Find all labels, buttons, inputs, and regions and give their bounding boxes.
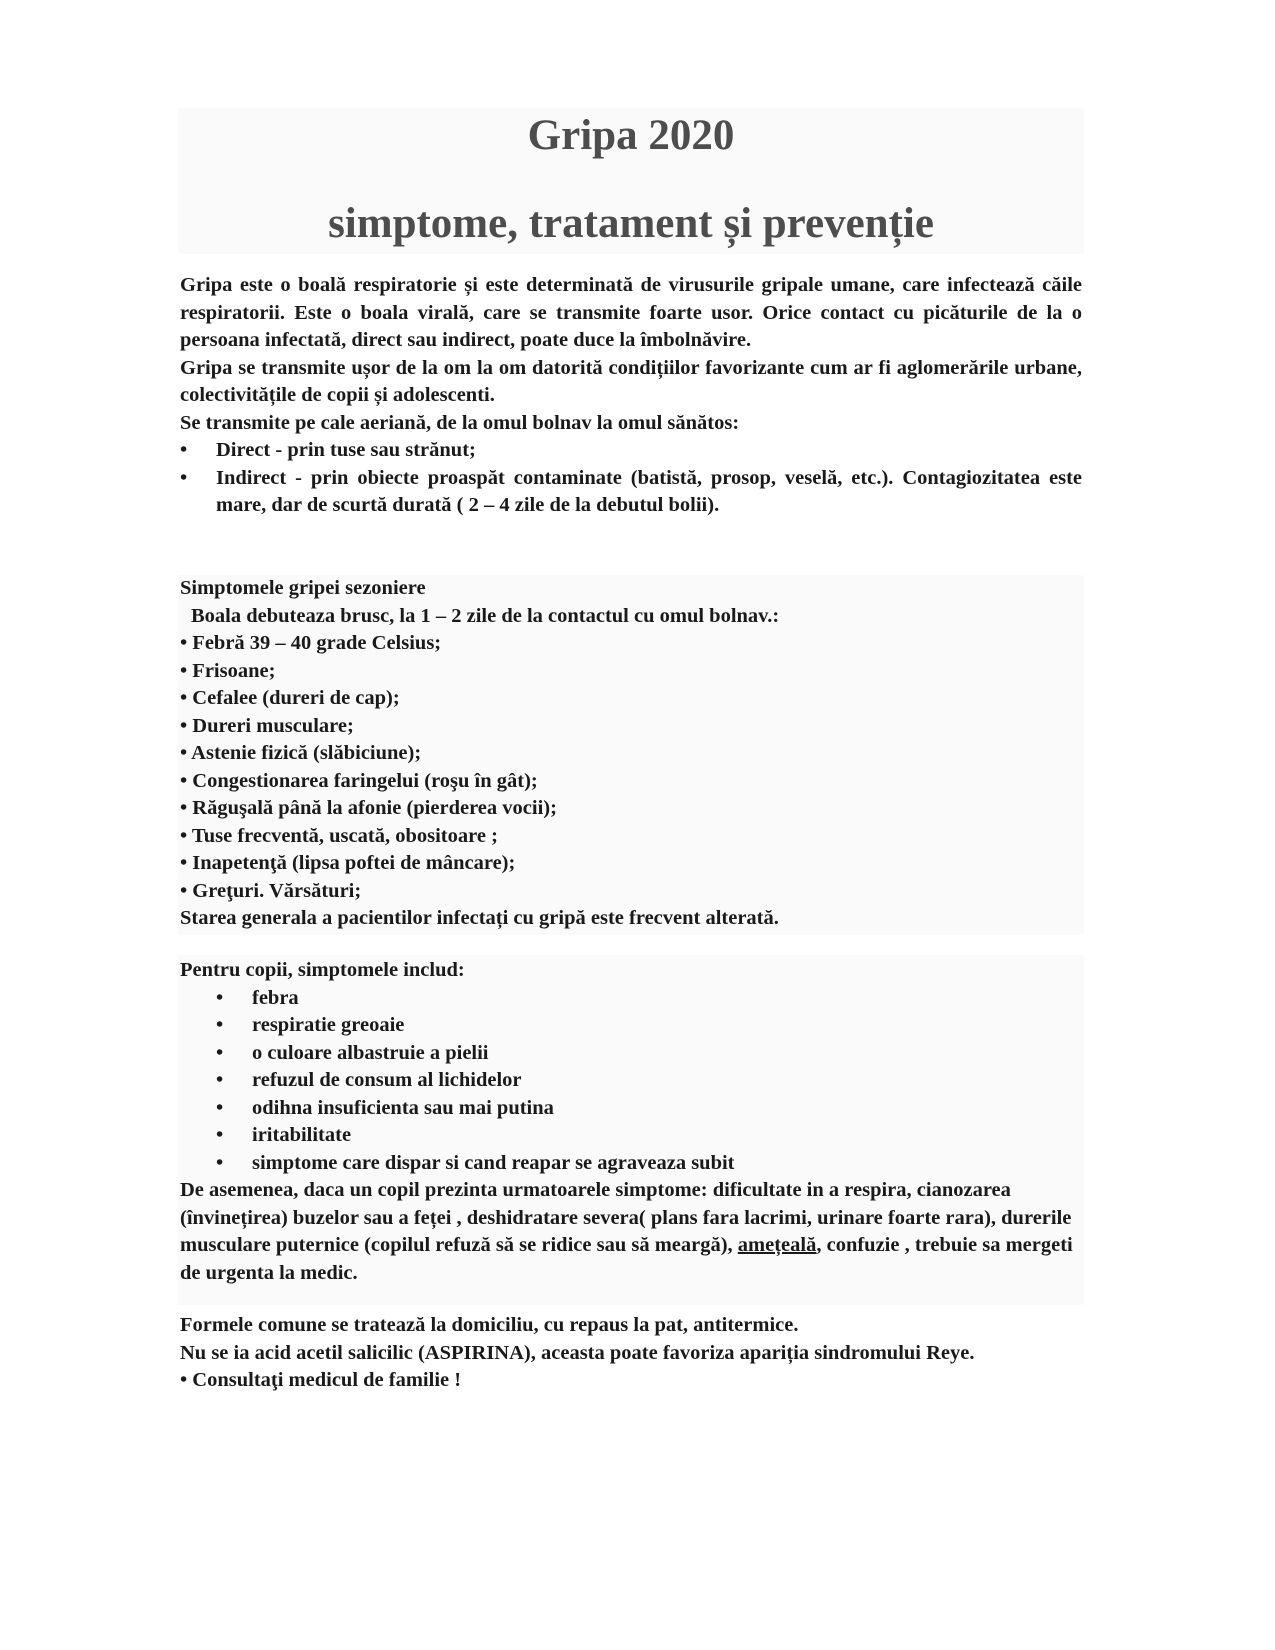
children-symptom-item [180, 1150, 1082, 1178]
bullet-icon: • [180, 466, 188, 489]
treatment-line-3: • Consultaţi medicul de familie ! [180, 1369, 462, 1391]
bullet-icon: • [216, 1069, 224, 1091]
symptom-item: • Frisoane; [180, 659, 276, 682]
bullet-text: odihna insuficienta sau mai putina [252, 1096, 554, 1119]
children-symptom-item [180, 1067, 1082, 1095]
intro-paragraph-1: Gripa este o boală respiratorie și este determinată de virusurile gripale umane, care infectează căile respiratorii. Este o boala virală, care se transmite foarte usor. Orice contact cu picăturile de la o persoana infectată, direct sau indirect, poate duce la îmbolnăvire. [180, 274, 1082, 351]
treatment-line-2: Nu se ia acid acetil salicilic (ASPIRINA), aceasta poate favoriza apariția sindromului Reye. [180, 1341, 975, 1364]
symptom-item: • Febră 39 – 40 grade Celsius; [180, 632, 442, 654]
bullet-icon: • [216, 1151, 224, 1174]
bullet-icon: • [180, 439, 188, 461]
symptom-item: • Dureri musculare; [180, 714, 354, 737]
children-symptom-item [180, 985, 1082, 1013]
warning-text-end: , confuzie , trebuie sa mergeti de urgenta la medic. [180, 1234, 1073, 1284]
children-symptom-item [180, 1095, 1082, 1123]
document-title: Gripa 2020 [527, 112, 735, 159]
symptom-item: • Greţuri. Vărsături; [180, 879, 362, 902]
intro-section [180, 272, 1082, 520]
treatment-section [180, 1312, 1082, 1395]
bullet-icon: • [216, 1014, 224, 1036]
bullet-text: refuzul de consum al lichidelor [252, 1069, 522, 1091]
bullet-text: febra [252, 986, 299, 1009]
symptom-item: • Cefalee (dureri de cap); [180, 687, 400, 709]
children-symptom-item [180, 1040, 1082, 1068]
children-symptom-item [180, 1012, 1082, 1040]
bullet-text: iritabilitate [252, 1124, 352, 1146]
treatment-line-1: Formele comune se tratează la domiciliu, cu repaus la pat, antitermice. [180, 1314, 799, 1336]
transmission-bullet-indirect [180, 465, 1082, 520]
warning-underlined-word: amețeală [737, 1234, 817, 1256]
children-symptoms-section [180, 957, 1082, 1287]
intro-paragraph-2: Gripa se transmite ușor de la om la om datorită condițiilor favorizante cum ar fi aglomerările urbane, colectivitățile de copii și adolescenti. [180, 356, 1082, 406]
symptoms-conclusion: Starea generala a pacientilor infectați cu gripă este frecvent alterată. [180, 907, 779, 929]
bullet-text: simptome care dispar si cand reapar se agraveaza subit [252, 1151, 735, 1174]
children-symptom-item [180, 1122, 1082, 1150]
bullet-text: Direct - prin tuse sau strănut; [216, 439, 476, 461]
document-subtitle: simptome, tratament și prevenție [328, 200, 934, 247]
intro-paragraph-3: Se transmite pe cale aeriană, de la omul bolnav la omul sănătos: [180, 411, 740, 434]
symptom-item: • Astenie fizică (slăbiciune); [180, 742, 422, 764]
symptom-item: • Congestionarea faringelui (roşu în gât); [180, 769, 538, 792]
bullet-icon: • [216, 1096, 224, 1119]
children-symptoms-heading: Pentru copii, simptomele includ: [180, 959, 465, 981]
bullet-icon: • [216, 1124, 224, 1146]
seasonal-symptoms-section [180, 575, 1082, 933]
symptom-item: • Răguşală până la afonie (pierderea vocii); [180, 797, 557, 819]
transmission-bullet-direct [180, 437, 1082, 465]
symptom-item: • Inapetenţă (lipsa poftei de mâncare); [180, 852, 516, 874]
symptom-item: • Tuse frecventă, uscată, obositoare ; [180, 824, 498, 847]
bullet-text: respiratie greoaie [252, 1014, 405, 1036]
onset-text: Boala debuteaza brusc, la 1 – 2 zile de la contactul cu omul bolnav.: [191, 604, 780, 627]
bullet-icon: • [216, 1041, 224, 1064]
bullet-icon: • [216, 986, 224, 1009]
children-warning-paragraph [180, 1177, 1082, 1287]
seasonal-symptoms-heading: Simptomele gripei sezoniere [180, 577, 426, 599]
bullet-text: o culoare albastruie a pielii [252, 1041, 489, 1064]
warning-text: De asemenea, daca un copil prezinta urmatoarele simptome: dificultate in a respira, cianozarea (învinețirea) buzelor sau a feței , deshidratare severa( plans fara lacrimi, urinare foarte rara), durerile musculare puternice (copilul refuză să se ridice sau să meargă), [180, 1179, 1072, 1256]
bullet-text: Indirect - prin obiecte proaspăt contaminate (batistă, prosop, veselă, etc.). Contagiozitatea este mare, dar de scurtă durată ( 2 – 4 zile de la debutul bolii). [216, 466, 1082, 516]
